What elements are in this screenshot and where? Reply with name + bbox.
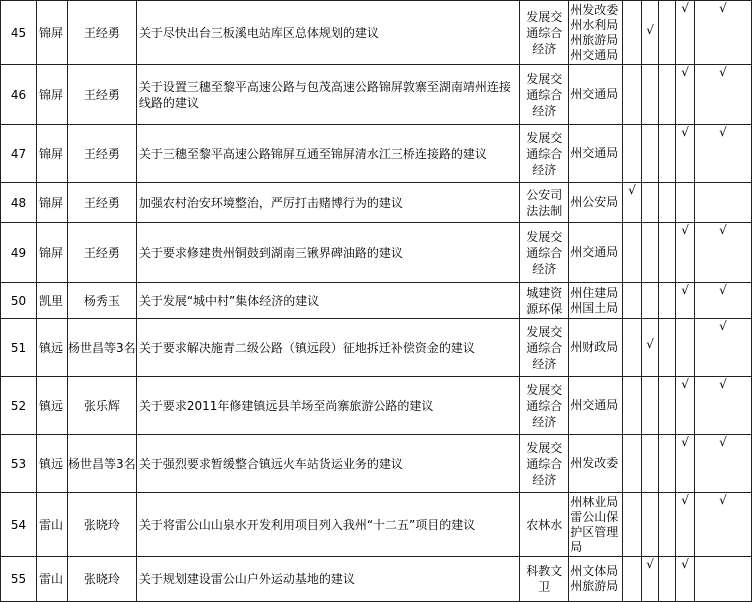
check-cell bbox=[623, 557, 642, 602]
handling-unit-cell bbox=[569, 183, 623, 223]
table-row bbox=[1, 223, 752, 283]
handling-unit-cell bbox=[569, 557, 623, 602]
check-cell bbox=[642, 319, 659, 377]
county-cell: 雷山 bbox=[36, 557, 67, 602]
check-cell bbox=[623, 493, 642, 557]
check-cell bbox=[676, 319, 695, 377]
check-cell bbox=[695, 125, 752, 183]
check-cell bbox=[623, 183, 642, 223]
check-cell bbox=[695, 223, 752, 283]
committee-cell: 发展交通综合经济 bbox=[520, 223, 569, 283]
check-cell bbox=[695, 435, 752, 493]
check-mark: √ bbox=[719, 377, 727, 391]
check-cell bbox=[676, 493, 695, 557]
check-cell bbox=[623, 377, 642, 435]
county-cell: 雷山 bbox=[36, 493, 67, 557]
county-cell: 锦屏 bbox=[36, 1, 67, 65]
check-cell bbox=[676, 557, 695, 602]
check-mark: √ bbox=[681, 435, 689, 449]
delegate-name-cell: 王经勇 bbox=[67, 65, 136, 125]
table-row bbox=[1, 283, 752, 319]
check-cell bbox=[642, 223, 659, 283]
row-number: 51 bbox=[1, 319, 37, 377]
county-cell: 镇远 bbox=[36, 319, 67, 377]
check-cell bbox=[676, 377, 695, 435]
proposal-title-cell: 关于设置三穗至黎平高速公路与包茂高速公路锦屏敦寨至湖南靖州连接线路的建议 bbox=[136, 65, 519, 125]
committee-cell: 公安司法法制 bbox=[520, 183, 569, 223]
table-row bbox=[1, 493, 752, 557]
handling-unit: 州旅游局 bbox=[570, 32, 619, 47]
check-mark: √ bbox=[681, 557, 689, 571]
check-cell bbox=[659, 1, 676, 65]
table-row bbox=[1, 377, 752, 435]
committee-cell: 科教文卫 bbox=[520, 557, 569, 602]
check-cell bbox=[623, 435, 642, 493]
check-cell bbox=[642, 377, 659, 435]
handling-unit-cell bbox=[569, 435, 623, 493]
check-cell bbox=[676, 65, 695, 125]
handling-unit: 州水利局 bbox=[570, 17, 619, 32]
check-mark: √ bbox=[719, 283, 727, 297]
check-cell bbox=[676, 223, 695, 283]
county-cell: 镇远 bbox=[36, 377, 67, 435]
delegate-name-cell: 王经勇 bbox=[67, 183, 136, 223]
check-cell bbox=[676, 283, 695, 319]
committee-cell: 发展交通综合经济 bbox=[520, 125, 569, 183]
table-row bbox=[1, 435, 752, 493]
check-cell bbox=[623, 125, 642, 183]
committee-cell: 发展交通综合经济 bbox=[520, 1, 569, 65]
table-row bbox=[1, 319, 752, 377]
check-mark: √ bbox=[681, 377, 689, 391]
delegate-name-cell: 杨世昌等3名 bbox=[67, 319, 136, 377]
check-mark: √ bbox=[719, 223, 727, 237]
handling-unit: 州交通局 bbox=[570, 87, 619, 101]
check-cell bbox=[642, 1, 659, 65]
table-row bbox=[1, 557, 752, 602]
delegate-name-cell: 王经勇 bbox=[67, 1, 136, 65]
proposal-title-cell: 关于要求修建贵州铜鼓到湖南三锹界碑油路的建议 bbox=[136, 223, 519, 283]
county-cell: 镇远 bbox=[36, 435, 67, 493]
handling-unit-cell bbox=[569, 319, 623, 377]
check-cell bbox=[676, 125, 695, 183]
check-cell bbox=[695, 493, 752, 557]
check-cell bbox=[642, 435, 659, 493]
check-cell bbox=[695, 557, 752, 602]
check-cell bbox=[659, 319, 676, 377]
check-cell bbox=[642, 125, 659, 183]
check-cell bbox=[623, 223, 642, 283]
check-cell bbox=[659, 435, 676, 493]
handling-unit-cell bbox=[569, 283, 623, 319]
delegate-name-cell: 王经勇 bbox=[67, 223, 136, 283]
check-cell bbox=[659, 283, 676, 319]
handling-unit-cell bbox=[569, 125, 623, 183]
proposal-title-cell: 关于三穗至黎平高速公路锦屏互通至锦屏清水江三桥连接路的建议 bbox=[136, 125, 519, 183]
county-cell: 凯里 bbox=[36, 283, 67, 319]
check-cell bbox=[623, 65, 642, 125]
check-mark: √ bbox=[719, 125, 727, 139]
check-mark: √ bbox=[628, 183, 636, 197]
check-cell bbox=[676, 435, 695, 493]
row-number: 49 bbox=[1, 223, 37, 283]
committee-cell: 发展交通综合经济 bbox=[520, 435, 569, 493]
check-cell bbox=[623, 283, 642, 319]
row-number: 50 bbox=[1, 283, 37, 319]
check-cell bbox=[642, 493, 659, 557]
check-cell bbox=[695, 183, 752, 223]
handling-unit: 州公安局 bbox=[570, 195, 619, 209]
check-cell bbox=[623, 319, 642, 377]
county-cell: 锦屏 bbox=[36, 125, 67, 183]
row-number: 55 bbox=[1, 557, 37, 602]
check-mark: √ bbox=[681, 223, 689, 237]
check-cell bbox=[676, 183, 695, 223]
check-cell bbox=[695, 283, 752, 319]
check-cell bbox=[659, 223, 676, 283]
check-cell bbox=[695, 65, 752, 125]
check-mark: √ bbox=[646, 337, 654, 351]
check-mark: √ bbox=[719, 319, 727, 333]
check-cell bbox=[642, 283, 659, 319]
handling-unit: 州交通局 bbox=[570, 47, 619, 62]
proposal-title-cell: 关于尽快出台三板溪电站库区总体规划的建议 bbox=[136, 1, 519, 65]
proposal-title-cell: 关于要求2011年修建镇远县羊场至尚寨旅游公路的建议 bbox=[136, 377, 519, 435]
check-mark: √ bbox=[646, 23, 654, 37]
delegate-name-cell: 杨世昌等3名 bbox=[67, 435, 136, 493]
handling-unit: 州交通局 bbox=[570, 245, 619, 259]
handling-unit-cell bbox=[569, 223, 623, 283]
check-cell bbox=[659, 557, 676, 602]
check-cell bbox=[642, 557, 659, 602]
check-mark: √ bbox=[681, 65, 689, 79]
handling-unit: 州文体局 bbox=[570, 564, 619, 578]
check-cell bbox=[695, 1, 752, 65]
proposal-title-cell: 关于发展“城中村”集体经济的建议 bbox=[136, 283, 519, 319]
row-number: 46 bbox=[1, 65, 37, 125]
county-cell: 锦屏 bbox=[36, 65, 67, 125]
check-mark: √ bbox=[681, 125, 689, 139]
delegate-name-cell: 王经勇 bbox=[67, 125, 136, 183]
check-cell bbox=[695, 377, 752, 435]
check-mark: √ bbox=[719, 65, 727, 79]
committee-cell: 农林水 bbox=[520, 493, 569, 557]
handling-unit: 州住建局 bbox=[570, 285, 619, 300]
row-number: 47 bbox=[1, 125, 37, 183]
check-cell bbox=[676, 1, 695, 65]
row-number: 52 bbox=[1, 377, 37, 435]
handling-unit: 州发改委 bbox=[570, 2, 619, 17]
check-mark: √ bbox=[719, 1, 727, 15]
handling-unit-cell bbox=[569, 377, 623, 435]
delegate-name-cell: 张乐辉 bbox=[67, 377, 136, 435]
check-cell bbox=[659, 65, 676, 125]
proposal-title-cell: 加强农村治安环境整治，严厉打击赌博行为的建议 bbox=[136, 183, 519, 223]
check-mark: √ bbox=[681, 493, 689, 507]
check-cell bbox=[642, 183, 659, 223]
row-number: 45 bbox=[1, 1, 37, 65]
row-number: 54 bbox=[1, 493, 37, 557]
handling-unit: 州林业局 bbox=[570, 494, 619, 509]
table-row bbox=[1, 125, 752, 183]
proposal-title-cell: 关于将雷公山山泉水开发利用项目列入我州“十二五”项目的建议 bbox=[136, 493, 519, 557]
check-cell bbox=[659, 493, 676, 557]
delegate-name-cell: 杨秀玉 bbox=[67, 283, 136, 319]
check-mark: √ bbox=[681, 1, 689, 15]
check-mark: √ bbox=[681, 283, 689, 297]
handling-unit: 州财政局 bbox=[570, 340, 619, 354]
row-number: 48 bbox=[1, 183, 37, 223]
handling-unit: 州旅游局 bbox=[570, 579, 619, 593]
delegate-name-cell: 张晓玲 bbox=[67, 557, 136, 602]
table-row bbox=[1, 183, 752, 223]
delegate-name-cell: 张晓玲 bbox=[67, 493, 136, 557]
proposal-title-cell: 关于强烈要求暂缓整合镇远火车站货运业务的建议 bbox=[136, 435, 519, 493]
handling-unit-cell bbox=[569, 65, 623, 125]
handling-unit: 州发改委 bbox=[570, 456, 619, 470]
handling-unit: 州国土局 bbox=[570, 300, 619, 315]
handling-unit: 州交通局 bbox=[570, 146, 619, 160]
handling-unit-cell bbox=[569, 1, 623, 65]
check-cell bbox=[642, 65, 659, 125]
check-cell bbox=[623, 1, 642, 65]
handling-unit-cell bbox=[569, 493, 623, 557]
county-cell: 锦屏 bbox=[36, 183, 67, 223]
check-cell bbox=[659, 183, 676, 223]
check-mark: √ bbox=[719, 435, 727, 449]
check-mark: √ bbox=[646, 557, 654, 571]
row-number: 53 bbox=[1, 435, 37, 493]
table-row bbox=[1, 65, 752, 125]
check-cell bbox=[659, 377, 676, 435]
proposal-title-cell: 关于要求解决施青二级公路（镇远段）征地拆迁补偿资金的建议 bbox=[136, 319, 519, 377]
check-cell bbox=[659, 125, 676, 183]
check-mark: √ bbox=[719, 493, 727, 507]
handling-unit: 雷公山保护区管理局 bbox=[570, 509, 619, 554]
committee-cell: 发展交通综合经济 bbox=[520, 65, 569, 125]
committee-cell: 发展交通综合经济 bbox=[520, 319, 569, 377]
proposal-title-cell: 关于规划建设雷公山户外运动基地的建议 bbox=[136, 557, 519, 602]
handling-unit: 州交通局 bbox=[570, 398, 619, 412]
table-row bbox=[1, 1, 752, 65]
committee-cell: 发展交通综合经济 bbox=[520, 377, 569, 435]
committee-cell: 城建资源环保 bbox=[520, 283, 569, 319]
county-cell: 锦屏 bbox=[36, 223, 67, 283]
check-cell bbox=[695, 319, 752, 377]
